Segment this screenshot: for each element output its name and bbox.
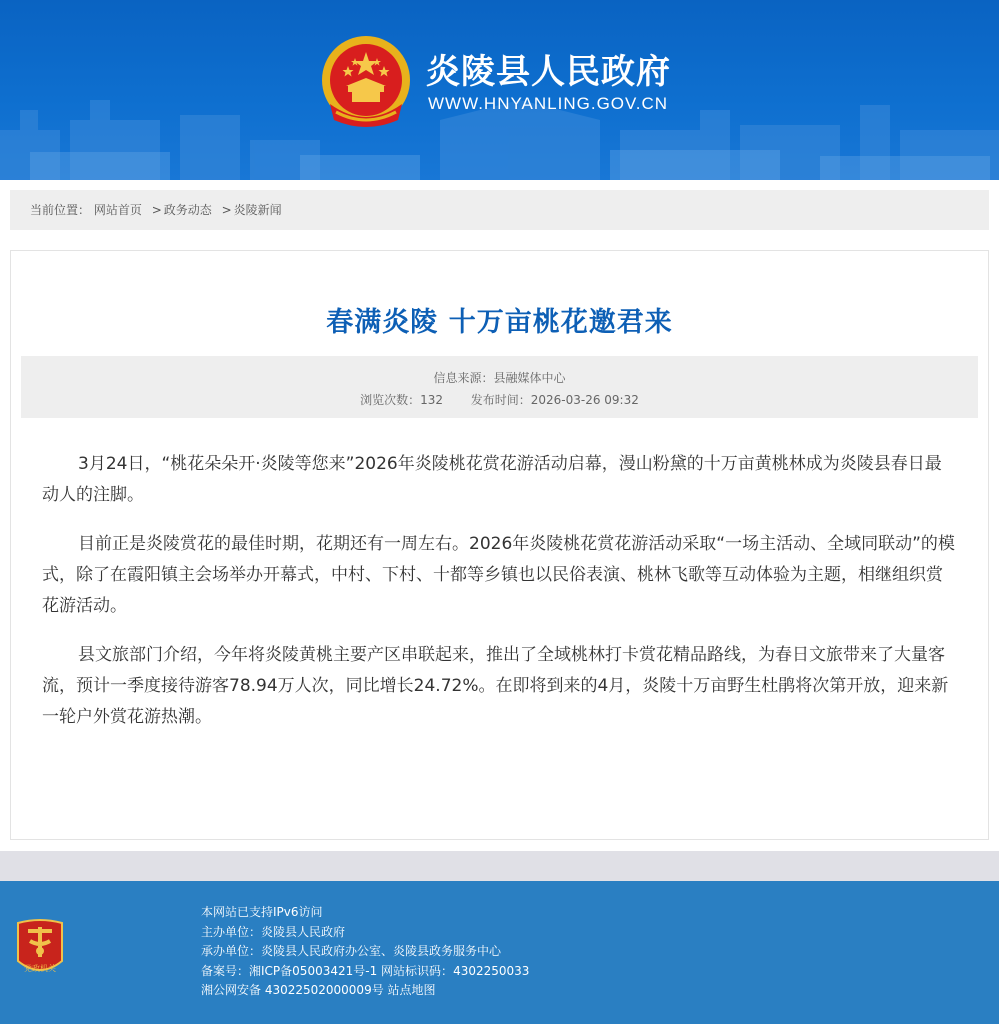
article-paragraph: 县文旅部门介绍，今年将炎陵黄桃主要产区串联起来，推出了全域桃林打卡赏花精品路线，为春日文旅带来了大量客流，预计一季度接待游客78.94万人次，同比增长24.72%。在即将到来的4月，炎陵十万亩野生杜鹃将次第开放，迎来新一轮户外赏花游热潮。 <box>42 645 949 727</box>
site-url[interactable]: WWW.HNYANLING.GOV.CN <box>428 94 669 113</box>
article-meta <box>21 356 978 418</box>
badge-text: 党政机关 <box>24 964 56 973</box>
footer-record <box>201 962 529 982</box>
footer-operator <box>201 942 529 962</box>
breadcrumb-separator: > <box>221 203 232 217</box>
article-paragraph: 目前正是炎陵赏花的最佳时期，花期还有一周左右。2026年炎陵桃花赏花游活动采取“一场主活动、全域同联动”的模式，除了在霞阳镇主会场举办开幕式，中村、下村、十都等乡镇也以民俗表演、桃林飞歌等互动体验为主题，相继组织赏花游活动。 <box>42 534 955 616</box>
national-emblem-icon <box>318 34 414 134</box>
published-label: 发布时间： <box>470 393 531 407</box>
footer-police <box>201 981 529 1001</box>
footer-divider-band <box>0 851 999 881</box>
breadcrumb-item-government-news[interactable]: 政务动态 <box>163 203 212 217</box>
site-title[interactable]: 炎陵县人民政府 <box>426 52 671 92</box>
site-id-value: 4302250033 <box>453 963 530 978</box>
breadcrumb-prefix: 当前位置： <box>30 203 91 217</box>
breadcrumb-item-yanling-news[interactable]: 炎陵新闻 <box>233 203 282 217</box>
views-count: 132 <box>420 393 444 407</box>
icp-link[interactable]: 湘ICP备05003421号-1 <box>249 963 378 978</box>
operator-label: 承办单位： <box>201 944 262 958</box>
host-label: 主办单位： <box>201 924 262 939</box>
icp-label: 备案号： <box>201 963 250 978</box>
article-title: 春满炎陵 十万亩桃花邀君来 <box>326 307 673 338</box>
article-stats <box>21 391 978 408</box>
operator-value: 炎陵县人民政府办公室、炎陵县政务服务中心 <box>261 944 502 958</box>
sitemap-link[interactable]: 站点地图 <box>387 983 436 997</box>
article-source <box>21 369 978 386</box>
breadcrumb-separator: > <box>151 203 162 217</box>
party-government-badge-icon[interactable] <box>14 917 66 979</box>
site-header <box>0 0 999 180</box>
article-paragraph: 3月24日，“桃花朵朵开·炎陵等您来”2026年炎陵桃花赏花游活动启幕，漫山粉黛的十万亩黄桃林成为炎陵县春日最动人的注脚。 <box>42 454 942 505</box>
police-record-link[interactable]: 湘公网安备 43022502000009号 <box>201 983 384 997</box>
source-label: 信息来源： <box>433 371 494 385</box>
breadcrumb-item-home[interactable]: 网站首页 <box>93 203 142 217</box>
breadcrumb <box>10 190 989 230</box>
host-value: 炎陵县人民政府 <box>261 924 346 939</box>
site-id-label: 网站标识码： <box>381 963 454 978</box>
footer-info <box>201 903 529 1001</box>
published-time: 2026-03-26 09:32 <box>530 393 639 407</box>
footer-host <box>201 923 529 943</box>
article-body <box>42 449 958 751</box>
footer-ipv6: 本网站已支持IPv6访问 <box>201 905 323 919</box>
source-value: 县融媒体中心 <box>493 371 566 385</box>
views-label: 浏览次数： <box>360 393 421 407</box>
